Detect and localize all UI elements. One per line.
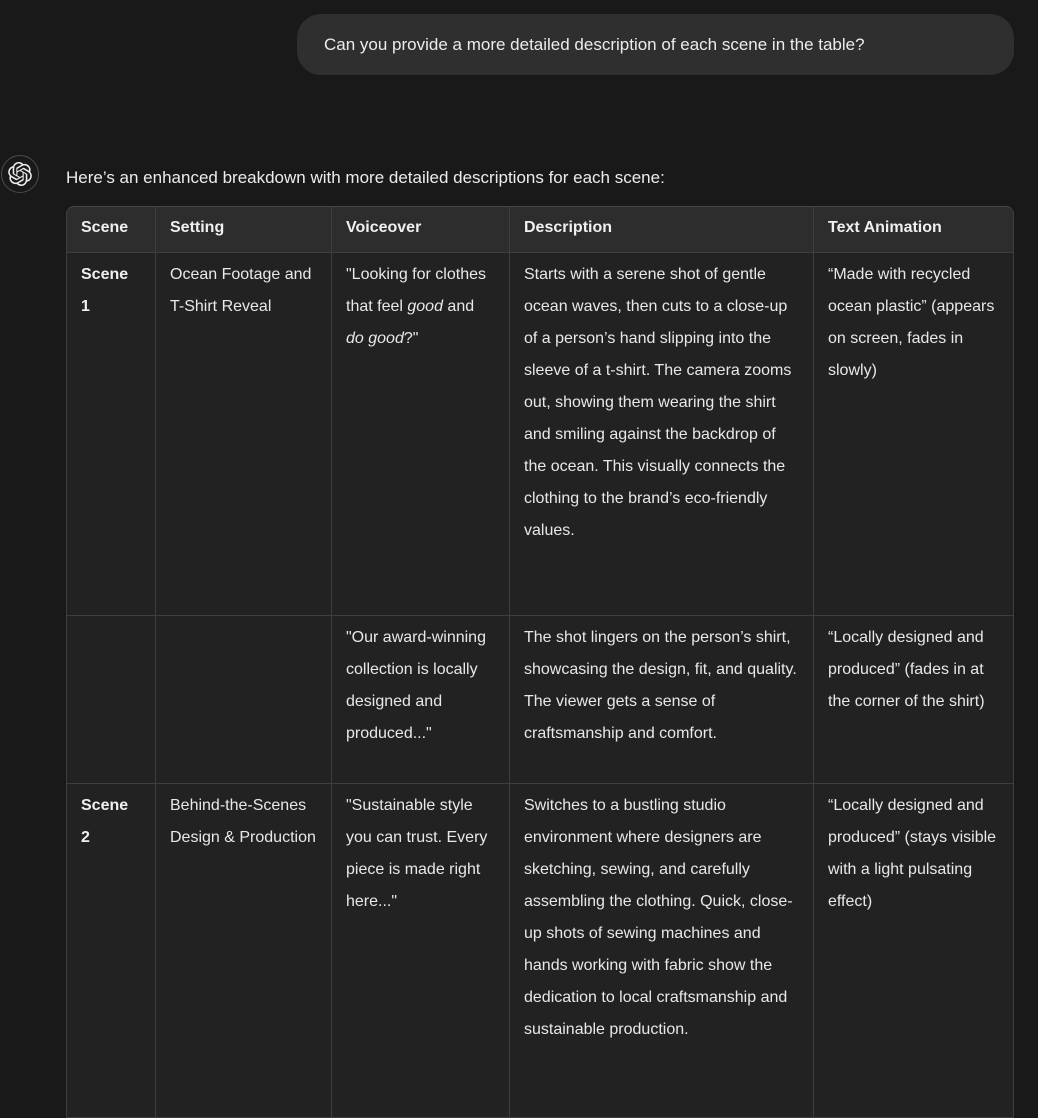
header-setting: Setting (156, 206, 332, 253)
scene-breakdown-table (66, 206, 1014, 1118)
user-message-text: Can you provide a more detailed description of each scene in the table? (324, 35, 865, 54)
table-row (66, 253, 1014, 616)
cell-description: The shot lingers on the person’s shirt, showcasing the design, fit, and quality. The viewer gets a sense of craftsmanship and comfort. (510, 616, 814, 784)
cell-setting (156, 616, 332, 784)
header-scene: Scene (66, 206, 156, 253)
cell-description: Starts with a serene shot of gentle ocean waves, then cuts to a close-up of a person’s hand slipping into the sleeve of a t-shirt. The camera zooms out, showing them wearing the shirt and smiling against the backdrop of the ocean. This visually connects the clothing to the brand’s eco-friendly values. (510, 253, 814, 616)
assistant-avatar (1, 155, 39, 193)
cell-scene (66, 616, 156, 784)
cell-scene: Scene 2 (66, 784, 156, 1118)
assistant-message (66, 165, 1014, 1118)
cell-description: Switches to a bustling studio environment where designers are sketching, sewing, and carefully assembling the clothing. Quick, close-up shots of sewing machines and hands working with fabric show the dedication to local craftsmanship and sustainable production. (510, 784, 814, 1118)
cell-scene: Scene 1 (66, 253, 156, 616)
cell-setting: Behind-the-Scenes Design & Production (156, 784, 332, 1118)
cell-text-animation: “Made with recycled ocean plastic” (appears on screen, fades in slowly) (814, 253, 1014, 616)
cell-voiceover: "Our award-winning collection is locally designed and produced..." (332, 616, 510, 784)
cell-setting: Ocean Footage and T-Shirt Reveal (156, 253, 332, 616)
openai-logo-icon (8, 162, 32, 186)
cell-text-animation: “Locally designed and produced” (fades in at the corner of the shirt) (814, 616, 1014, 784)
header-text-animation: Text Animation (814, 206, 1014, 253)
assistant-intro-text: Here’s an enhanced breakdown with more detailed descriptions for each scene: (66, 168, 665, 187)
table-row (66, 616, 1014, 784)
cell-voiceover: "Looking for clothes that feel good and do good?" (332, 253, 510, 616)
table-header-row (66, 206, 1014, 253)
cell-text-animation: “Locally designed and produced” (stays visible with a light pulsating effect) (814, 784, 1014, 1118)
cell-voiceover: "Sustainable style you can trust. Every piece is made right here..." (332, 784, 510, 1118)
header-description: Description (510, 206, 814, 253)
header-voiceover: Voiceover (332, 206, 510, 253)
table-row (66, 784, 1014, 1118)
user-message-bubble (297, 14, 1014, 75)
